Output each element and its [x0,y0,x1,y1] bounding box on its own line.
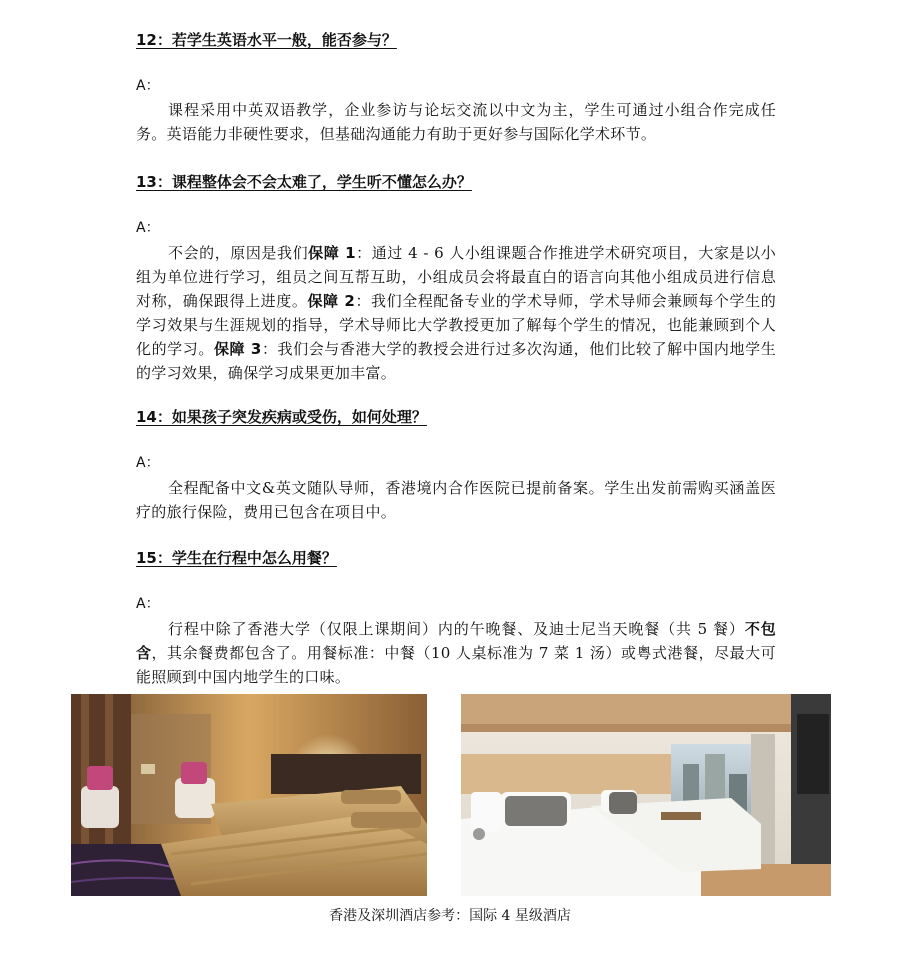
faq-question-12: 12：若学生英语水平一般，能否参与？ [136,31,397,49]
answer-text: ：我们会与香港大学的教授会进行过多次沟通，他们比较了解中国内地学生的学习效果，确保学习成果更加丰富。 [136,340,776,382]
hotel-room-photo-warm [71,694,427,896]
guarantee-3-label: 保障 3 [213,340,262,358]
answer-label-14: A： [136,455,160,471]
answer-text: ，其余餐费都包含了。用餐标准：中餐（10 人桌标准为 7 菜 1 汤）或粤式港餐，尽最大可能照顾到中国内地学生的口味。 [136,644,776,686]
answer-text: 课程采用中英双语教学，企业参访与论坛交流以中文为主，学生可通过小组合作完成任务。英语能力非硬性要求，但基础沟通能力有助于更好参与国际化学术环节。 [136,101,776,143]
answer-label-12: A： [136,78,160,94]
faq-answer-13 [136,241,776,385]
faq-question-13: 13：课程整体会不会太难了，学生听不懂怎么办？ [136,173,472,191]
guarantee-1-label: 保障 1 [308,244,356,262]
answer-label-15: A： [136,596,160,612]
faq-answer-15 [136,617,776,689]
answer-text: ：我们全程配备专业的学术导师，学术导师会兼顾每个学生的学习效果与生涯规划的指导，学术导师比大学教授更加了解每个学生的情况，也能兼顾到个人化的学习。 [136,292,776,358]
answer-text: ：通过 4 - 6 人小组课题合作推进学术研究项目，大家是以小组为单位进行学习，组员之间互帮互助，小组成员会将最直白的语言向其他小组成员进行信息对称，确保跟得上进度。 [136,244,777,310]
hotel-room-illustration-bright [461,694,831,896]
faq-answer-14 [136,476,776,524]
not-included-label: 不包含 [136,620,776,662]
answer-label-13: A： [136,220,160,236]
photo-caption: 香港及深圳酒店参考：国际 4 星级酒店 [329,908,571,924]
hotel-room-photo-bright [461,694,831,896]
faq-question-14: 14：如果孩子突发疾病或受伤，如何处理？ [136,408,427,426]
faq-question-15: 15：学生在行程中怎么用餐？ [136,549,337,567]
answer-text: 全程配备中文&英文随队导师，香港境内合作医院已提前备案。学生出发前需购买涵盖医疗的旅行保险，费用已包含在项目中。 [136,479,776,521]
faq-answer-12 [136,98,776,146]
guarantee-2-label: 保障 2 [307,292,356,310]
answer-text: 行程中除了香港大学（仅限上课期间）内的午晚餐、及迪士尼当天晚餐（共 5 餐） [168,620,745,638]
hotel-room-illustration-warm [71,694,427,896]
answer-text: 不会的，原因是我们 [168,244,309,262]
